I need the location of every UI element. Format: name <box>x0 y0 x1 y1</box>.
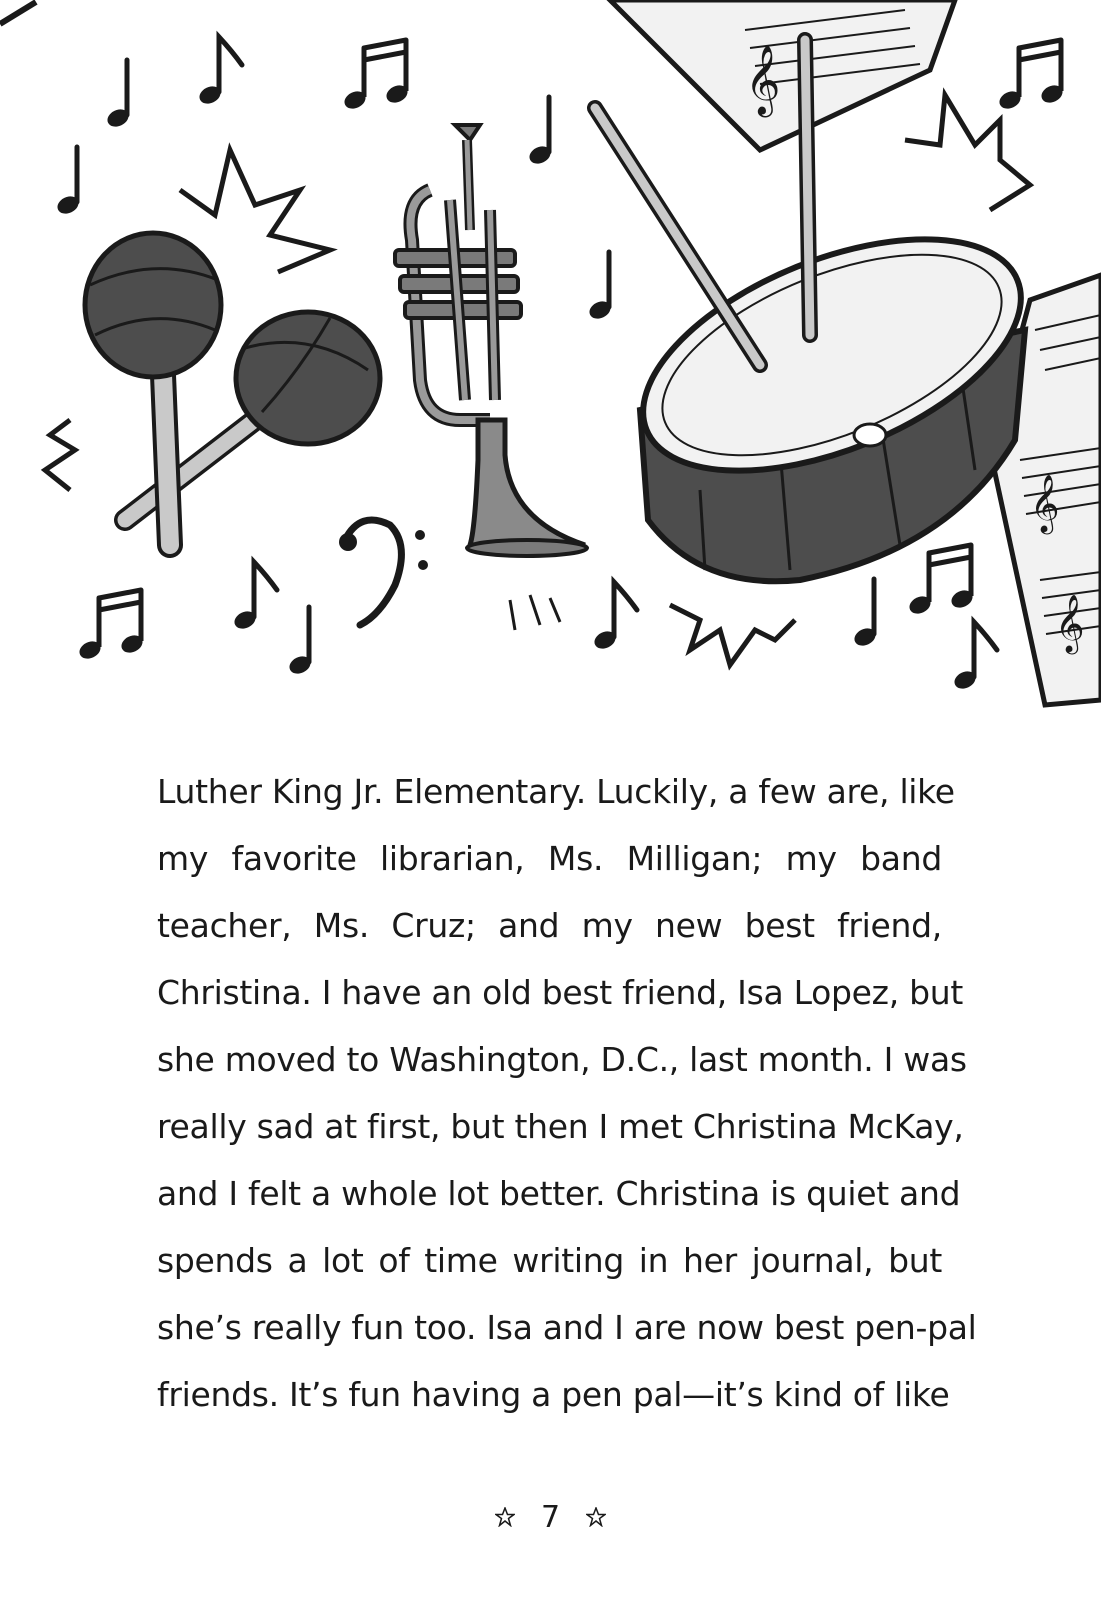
text-line: friends. It’s fun having a pen pal—it’s kind of like <box>157 1375 950 1414</box>
text-line: spends a lot of time writing in her journal, but <box>157 1241 942 1280</box>
text-line: she moved to Washington, D.C., last month. I was <box>157 1040 967 1079</box>
text-line: Christina. I have an old best friend, Isa Lopez, but <box>157 973 963 1012</box>
svg-text:𝄞: 𝄞 <box>745 45 781 115</box>
text-line: my favorite librarian, Ms. Milligan; my band <box>157 839 942 878</box>
svg-text:𝄞: 𝄞 <box>1030 474 1060 532</box>
text-line: teacher, Ms. Cruz; and my new best friend, <box>157 906 942 945</box>
sheet-music-top <box>610 0 955 150</box>
maracas <box>85 233 380 545</box>
svg-text:𝄞: 𝄞 <box>1055 594 1085 652</box>
text-line: she’s really fun too. Isa and I are now best pen-pal <box>157 1308 977 1347</box>
trumpet <box>395 125 587 630</box>
star-icon <box>495 1507 515 1527</box>
text-line: Luther King Jr. Elementary. Luckily, a few are, like <box>157 772 955 811</box>
page-footer <box>0 1495 1101 1539</box>
text-line: and I felt a whole lot better. Christina is quiet and <box>157 1174 961 1213</box>
star-icon <box>586 1507 606 1527</box>
corner-stroke <box>0 2 36 24</box>
music-instruments-illustration <box>0 0 1101 720</box>
story-paragraph <box>157 758 977 1428</box>
page-number: 7 <box>540 1499 561 1535</box>
text-line: really sad at first, but then I met Christina McKay, <box>157 1107 964 1146</box>
